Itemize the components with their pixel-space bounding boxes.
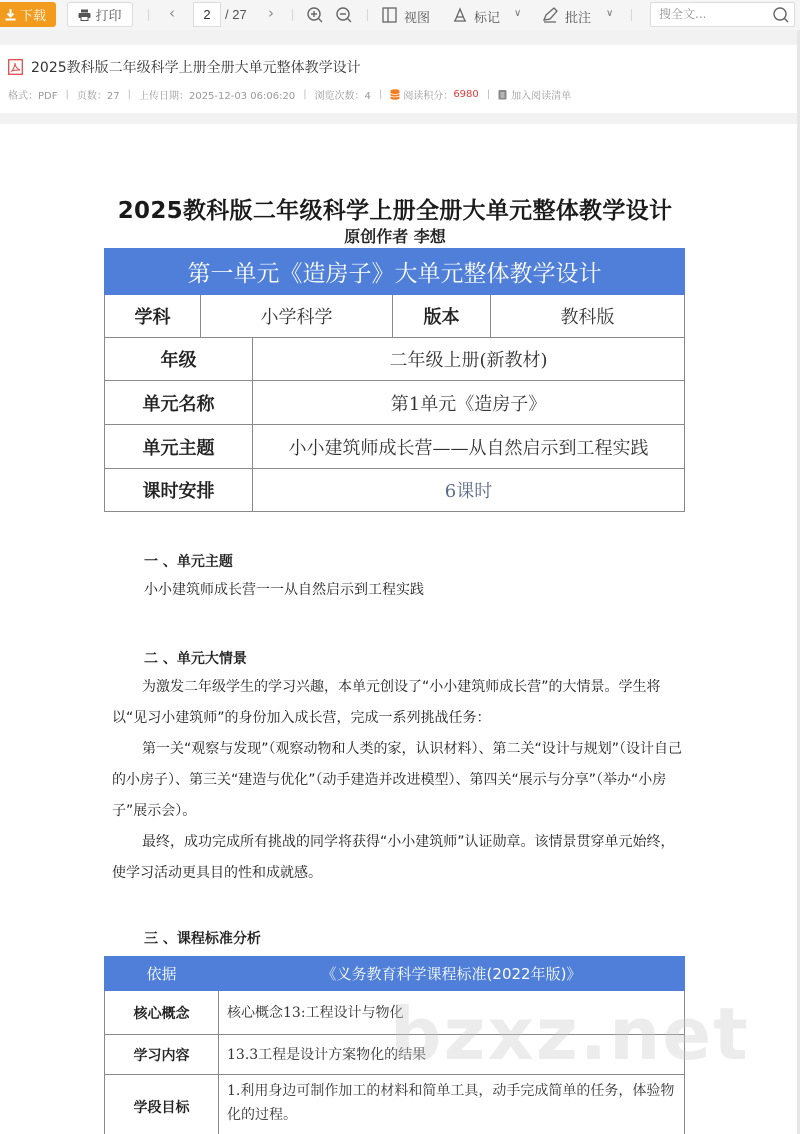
learning-content-value: 13.3工程是设计方案物化的结果 <box>219 1035 685 1075</box>
divider <box>148 9 149 21</box>
edition-label: 版本 <box>393 295 491 338</box>
divider: | <box>378 89 383 100</box>
meta-views: 浏览次数：4 <box>314 91 371 102</box>
search-icon[interactable] <box>772 6 790 24</box>
pdf-icon <box>8 59 23 75</box>
chevron-down-icon[interactable]: ∨ <box>606 8 614 19</box>
toolbar <box>0 0 800 30</box>
watermark: bzxz.net <box>390 992 750 1076</box>
meta-format: 格式：PDF <box>8 91 58 102</box>
divider: | <box>65 89 69 100</box>
meta-score-label: 阅读积分： <box>403 91 454 102</box>
basis-label: 依据 <box>105 957 219 991</box>
section-2-paragraph-3: 最终，成功完成所有挑战的同学将获得“小小建筑师”认证勋章。该情景贯穿单元始终，使学习活动更具目的性和成就感。 <box>112 834 675 881</box>
unit-name-label: 单元名称 <box>105 381 253 425</box>
grade-value: 二年级上册(新教材) <box>253 338 685 381</box>
page-number-input[interactable] <box>193 2 221 27</box>
prev-page-button[interactable]: ‹ <box>169 4 175 22</box>
section-heading-3: 三 、课程标准分析 <box>144 931 261 947</box>
meta-score-value: 6980 <box>453 89 479 100</box>
section-heading-2: 二 、单元大情景 <box>144 651 247 667</box>
stage-goal-label: 学段目标 <box>105 1075 219 1134</box>
divider: | <box>127 89 131 100</box>
subject-label: 学科 <box>105 295 201 338</box>
search-box[interactable] <box>650 2 795 27</box>
annotate-pen-icon[interactable] <box>541 6 559 24</box>
learning-content-label: 学习内容 <box>105 1035 219 1075</box>
download-icon <box>4 8 17 21</box>
meta-upload-date: 上传日期：2025-12-03 06:06:20 <box>138 91 296 102</box>
unit-info-table <box>104 248 685 338</box>
mark-icon[interactable] <box>451 6 469 24</box>
unit-theme-label: 单元主题 <box>105 425 253 469</box>
page-author: 原创作者 李想 <box>344 227 446 246</box>
unit-table-header: 第一单元《造房子》大单元整体教学设计 <box>105 249 685 295</box>
stage-goal-value: 1.利用身边可制作加工的材料和简单工具，动手完成简单的任务，体验物化的过程。 <box>219 1075 685 1134</box>
basis-value: 《义务教育科学课程标准(2022年版)》 <box>219 957 685 991</box>
core-concept-label: 核心概念 <box>105 991 219 1035</box>
add-to-reading-list-link[interactable]: 加入阅读清单 <box>511 91 572 102</box>
divider <box>292 9 293 21</box>
page-title: 2025教科版二年级科学上册全册大单元整体教学设计 <box>117 198 673 224</box>
unit-theme-value: 小小建筑师成长营——从自然启示到工程实践 <box>253 425 685 469</box>
document-page <box>0 124 797 1134</box>
mark-label[interactable]: 标记 <box>474 11 501 26</box>
printer-icon <box>78 9 91 21</box>
unit-info-table-body <box>104 337 685 512</box>
page-total: / 27 <box>225 7 247 22</box>
section-heading-1: 一 、单元主题 <box>144 554 233 570</box>
zoom-out-icon[interactable] <box>335 6 353 24</box>
view-label[interactable]: 视图 <box>404 11 431 26</box>
annotate-label[interactable]: 批注 <box>565 11 592 26</box>
section-2-paragraph-2: 第一关“观察与发现”（观察动物和人类的家，认识材料）、第二关“设计与规划”（设计自己的小房子）、第三关“建造与优化”（动手建造并改进模型）、第四关“展示与分享”（举办“小房子”展示会）。 <box>112 741 683 819</box>
edition-value: 教科版 <box>491 295 685 338</box>
divider: | <box>486 89 491 100</box>
print-button[interactable] <box>67 2 133 27</box>
unit-name-value: 第1单元《造房子》 <box>253 381 685 425</box>
divider <box>631 9 632 21</box>
meta-pages: 页数：27 <box>76 91 120 102</box>
divider: | <box>303 89 307 100</box>
class-hours-label: 课时安排 <box>105 469 253 512</box>
class-hours-value: 6课时 <box>253 469 685 512</box>
next-page-button[interactable]: › <box>268 4 274 22</box>
zoom-in-icon[interactable] <box>306 6 324 24</box>
divider <box>367 9 368 21</box>
grade-label: 年级 <box>105 338 253 381</box>
subject-value: 小学科学 <box>201 295 393 338</box>
search-input[interactable] <box>659 7 769 21</box>
document-info-panel <box>0 45 797 113</box>
download-button[interactable] <box>0 2 56 27</box>
document-meta <box>8 87 571 102</box>
section-1-text: 小小建筑师成长营一一从自然启示到工程实践 <box>144 582 424 598</box>
print-label: 打印 <box>95 9 122 24</box>
chevron-down-icon[interactable]: ∨ <box>514 8 522 19</box>
core-concept-value: 核心概念13:工程设计与物化 <box>219 991 685 1035</box>
download-label: 下载 <box>19 9 46 24</box>
reading-list-icon[interactable] <box>498 89 507 100</box>
coin-stack-icon <box>390 89 400 100</box>
view-icon[interactable] <box>381 6 399 24</box>
section-2-paragraph-1: 为激发二年级学生的学习兴趣，本单元创设了“小小建筑师成长营”的大情景。学生将以“见习小建筑师”的身份加入成长营，完成一系列挑战任务： <box>112 679 661 726</box>
document-title: 2025教科版二年级科学上册全册大单元整体教学设计 <box>31 60 361 76</box>
